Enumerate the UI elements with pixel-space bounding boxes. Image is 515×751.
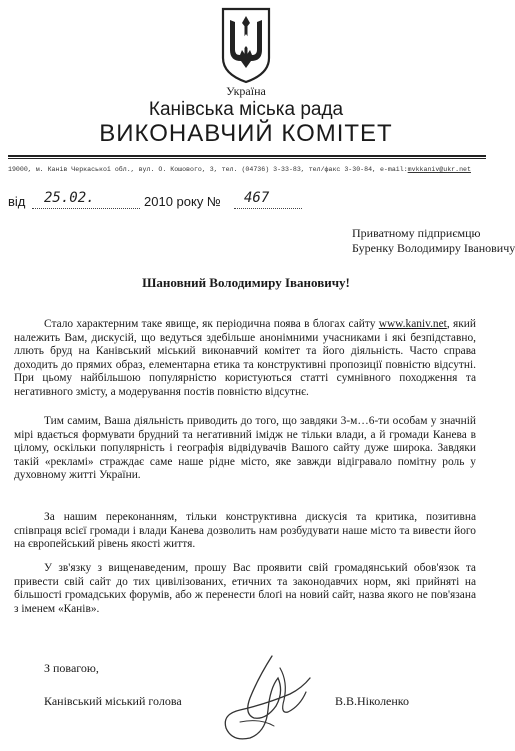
header-divider-thin: [8, 158, 486, 159]
header-committee: ВИКОНАВЧИЙ КОМІТЕТ: [99, 120, 393, 147]
signatory-title: Канівський міський голова: [44, 694, 182, 708]
recipient-block: [352, 226, 515, 256]
registration-number: 467: [244, 190, 270, 206]
paragraph-1: [14, 318, 476, 400]
header-address: [8, 166, 488, 174]
recipient-line-1: Приватному підприємцю: [352, 226, 481, 240]
date-underline: [32, 208, 140, 209]
paragraph-2: Тим самим, Ваша діяльність приводить до того, що завдяки 3-м…6-ти особам у значній мірі вдається формувати брудний та негативний імідж не тільки влади, а й громади Канева в цілому, оскільки популярність і географія відвідувачів Вашого сайту дуже широка. Завдяки такій «рекламі» страждає саме наше рідне місто, яке завжди відігравало помітну роль у духовному житті України.: [14, 415, 476, 482]
registration-from-label: від: [8, 194, 26, 209]
salutation: Шановний Володимиру Івановичу!: [142, 275, 350, 290]
signatory-name: В.В.Ніколенко: [335, 694, 410, 708]
number-underline: [234, 208, 302, 209]
registration-line: [8, 192, 308, 212]
site-link[interactable]: www.kaniv.net: [378, 318, 447, 330]
handwritten-signature-icon: [210, 648, 320, 748]
header-country: Україна: [226, 84, 266, 98]
address-text: 19000, м. Канів Черкаської обл., вул. О. Кошового, 3, тел. (04736) 3-33-83, тел/факс 3-30-84, e-mail:: [8, 166, 408, 173]
paragraph-3: За нашим переконанням, тільки конструктивна дискусія та критика, позитивна співпраця всієї громади і влади Канева дозволить нам розбудувати наше місто та вивести його на європейський рівень якості життя.: [14, 511, 476, 551]
ukraine-trident-coat-of-arms-icon: [219, 6, 273, 84]
registration-year-label: 2010 року №: [144, 194, 221, 209]
paragraph-1-rest: , який належить Вам, дискусій, що ведуться здебільше анонімними учасниками і які безпідставно, ллють бруд на Канівський міський виконавчий комітет та його діяльність. Часто справа доходить до прямих образ, елементарна етика та конструктивні пропозиції повністю відсутні. При цьому найбільшою популярністю користуються статті сумнівного походження та негативного змісту, а модерування постів повністю відсутнє.: [14, 318, 476, 398]
paragraph-1-start: Стало характерним таке явище, як періодична поява в блогах сайту: [44, 318, 379, 330]
email-address: mvkkaniv@ukr.net: [407, 166, 471, 173]
header-divider-thick: [8, 155, 486, 157]
header-council: Канівська міська рада: [148, 99, 344, 120]
closing: З повагою,: [44, 661, 99, 675]
paragraph-4: У зв'язку з вищенаведеним, прошу Вас проявити свій громадянський обов'язок та привести свій сайт до тих цивілізованих, етичних та законодавчих норм, які прийняті на більшості громадських форумів, або ж перенести блоґі на новий сайт, назва якого не пов'язана з іменем «Канів».: [14, 562, 476, 615]
registration-date: 25.02.: [44, 190, 95, 206]
recipient-line-2: Буренку Володимиру Івановичу: [352, 241, 515, 255]
